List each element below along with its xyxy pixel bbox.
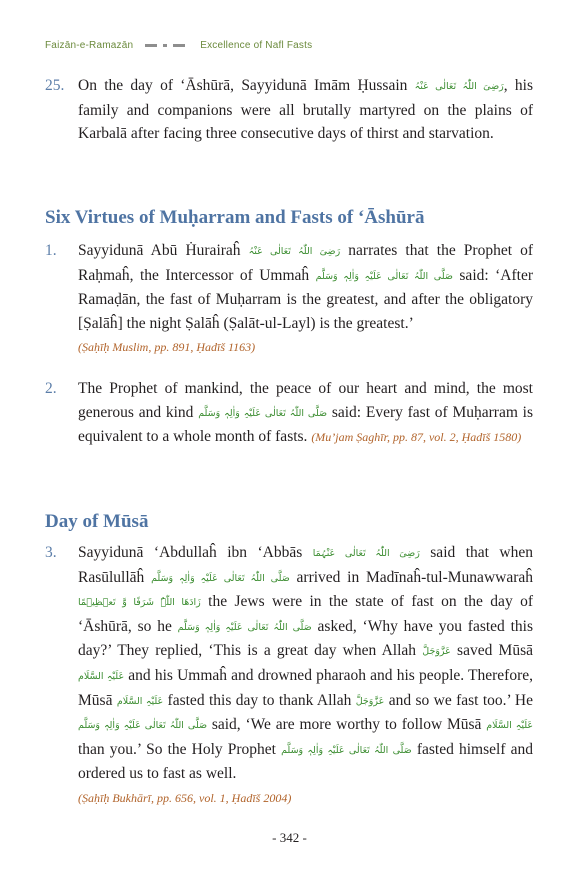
text-run: and his Ummaĥ and drowned pharaoh and his people. Therefore, Mūsā — [78, 666, 534, 709]
arabic-honorific: عَلَیْہِ السَّلَام — [78, 670, 125, 682]
arabic-honorific: عَزَّوَجَلَّ — [355, 695, 385, 707]
item-number: 3. — [45, 544, 57, 561]
text-run: asked, ‘Why have you fasted this day?’ They replied, ‘This is a great day when Allah — [78, 617, 534, 660]
running-header — [45, 40, 312, 51]
text-run: than you.’ So the Holy Prophet — [78, 740, 282, 758]
arabic-honorific: صَلَّی اللّٰہُ تَعَالٰی عَلَیْہِ وَاٰلِہٖ وَسَلَّم — [177, 621, 312, 633]
text-run: Sayyidunā ‘Abdullaĥ ibn ‘Abbās — [78, 544, 313, 561]
header-chapter-title: Excellence of Nafl Fasts — [200, 40, 313, 51]
item-number: 25. — [45, 77, 65, 94]
hadith-reference: (Ṣaḥīḥ Bukhārī, pp. 656, vol. 1, Ḥadīš 2004) — [78, 790, 292, 805]
arabic-honorific: صَلَّی اللّٰہُ تَعَالٰی عَلَیْہِ وَاٰلِہٖ وَسَلَّم — [198, 407, 328, 419]
arabic-honorific: عَلَیْہِ السَّلَام — [486, 720, 534, 732]
text-run: arrived in Madīnaĥ-tul-Munawwaraĥ — [289, 568, 533, 586]
arabic-honorific: زَادَھَا اللّٰہُ شَرَفًا وَّ تَعۡظِیۡمًا — [78, 597, 201, 609]
hadith-reference: (Mu’jam Ṣaghīr, pp. 87, vol. 2, Ḥadīš 1580) — [311, 430, 522, 445]
section-heading: Day of Mūsā — [45, 511, 149, 532]
hadith-reference: (Ṣaḥīḥ Muslim, pp. 891, Ḥadīš 1163) — [78, 340, 256, 355]
header-separator — [145, 44, 191, 47]
text-run: Sayyidunā Abū Ḣurairaĥ — [78, 242, 249, 259]
text-run: The Prophet of mankind, the peace of our heart and mind, the most generous and kind — [78, 380, 533, 421]
arabic-honorific: رَضِیَ اللّٰہُ تَعَالٰی عَنْہُ — [414, 81, 504, 92]
item-number: 2. — [45, 380, 57, 397]
text-run: fasted himself and ordered us to fast as well. — [78, 740, 533, 783]
arabic-honorific: عَلَیْہِ السَّلَام — [116, 695, 164, 707]
text-run: narrates that the Prophet of Raḥmaĥ, the Intercessor of Ummaĥ — [78, 242, 534, 284]
item-text — [78, 74, 533, 146]
item-number: 1. — [45, 242, 57, 259]
arabic-honorific: عَزَّوَجَلَّ — [422, 646, 451, 658]
page-number: - 342 - — [272, 830, 307, 845]
text-run: said, ‘We are more worthy to follow Mūsā — [207, 716, 487, 734]
text-run: saved Mūsā — [450, 642, 533, 660]
arabic-honorific: رَضِیَ اللّٰہُ تَعَالٰی عَنْہُ — [248, 246, 341, 257]
arabic-honorific: صَلَّی اللّٰہُ تَعَالٰی عَلَیْہِ وَاٰلِہٖ وَسَلَّم — [151, 572, 290, 584]
arabic-honorific: صَلَّی اللّٰہُ تَعَالٰی عَلَیْہِ وَاٰلِہٖ وَسَلَّم — [78, 720, 208, 732]
arabic-honorific: رَضِیَ اللّٰہُ تَعَالٰی عَنْہُمَا — [312, 548, 420, 559]
text-run: , his family and companions were all brutally martyred on the plains of Karbalā after facing three consecutive days of thirst and starvation. — [78, 77, 533, 143]
text-run: the Jews were in the state of fast on the day of ‘Āshūrā, so he — [78, 593, 533, 635]
section-heading: Six Virtues of Muḥarram and Fasts of ‘Āshūrā — [45, 207, 425, 228]
text-run: and so we fast too.’ He — [384, 691, 533, 709]
list-item — [45, 239, 533, 359]
text-run: fasted this day to thank Allah — [163, 691, 356, 709]
text-run: said: Every fast of Muḥarram is equivalent to a whole month of fasts. — [78, 403, 534, 446]
arabic-honorific: صَلَّی اللّٰہُ تَعَالٰی عَلَیْہِ وَاٰلِہٖ وَسَلَّم — [281, 744, 412, 756]
header-book-title: Faizān-e-Ramazān — [45, 40, 134, 51]
arabic-honorific: صَلَّی اللّٰہُ تَعَالٰی عَلَیْہِ وَاٰلِہٖ وَسَلَّم — [315, 270, 453, 282]
text-run: said: ‘After Ramaḍān, the fast of Muḥarram is the greatest, and after the obligatory [Ṣalāĥ] the night Ṣalāĥ (Ṣalāt-ul-Layl) is the greatest.’ — [78, 266, 534, 332]
text-run: On the day of ‘Āshūrā, Sayyidunā Imām Ḥussain — [78, 77, 415, 94]
list-item — [45, 74, 533, 146]
list-item — [45, 541, 533, 810]
list-item — [45, 377, 533, 449]
item-text — [78, 377, 533, 449]
item-text — [78, 239, 533, 359]
item-text — [78, 541, 533, 810]
text-run: said that when Rasūlullāĥ — [78, 544, 533, 586]
